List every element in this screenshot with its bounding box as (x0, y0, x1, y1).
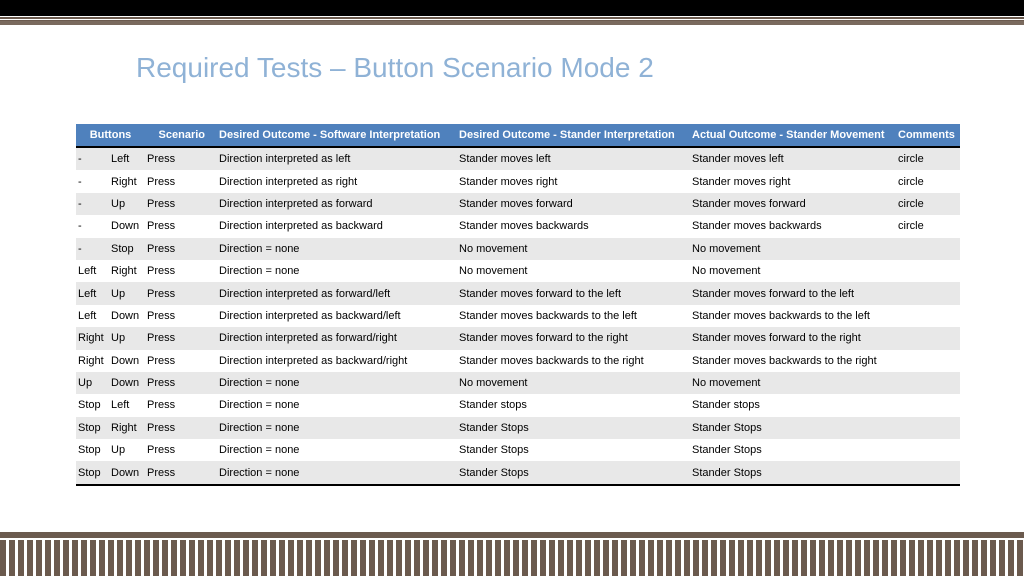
software-interpretation-cell: Direction interpreted as right (217, 170, 457, 192)
comments-cell (896, 417, 960, 439)
button-1-cell: Stop (76, 417, 109, 439)
comments-cell (896, 305, 960, 327)
software-interpretation-cell: Direction = none (217, 260, 457, 282)
actual-outcome-cell: Stander moves backwards to the left (690, 305, 896, 327)
button-2-cell: Left (109, 394, 145, 416)
button-2-cell: Stop (109, 238, 145, 260)
table-body (76, 147, 960, 485)
actual-outcome-cell: No movement (690, 238, 896, 260)
button-2-cell: Down (109, 215, 145, 237)
button-2-cell: Down (109, 461, 145, 484)
actual-outcome-cell: Stander stops (690, 394, 896, 416)
button-1-cell: - (76, 193, 109, 215)
stander-interpretation-cell: Stander moves backwards to the left (457, 305, 690, 327)
button-1-cell: Stop (76, 394, 109, 416)
comments-cell: circle (896, 193, 960, 215)
software-interpretation-cell: Direction = none (217, 417, 457, 439)
software-interpretation-cell: Direction interpreted as left (217, 147, 457, 170)
comments-cell: circle (896, 170, 960, 192)
software-interpretation-cell: Direction interpreted as forward/right (217, 327, 457, 349)
stander-interpretation-cell: Stander Stops (457, 461, 690, 484)
button-1-cell: Left (76, 260, 109, 282)
stander-interpretation-cell: No movement (457, 372, 690, 394)
button-1-cell: - (76, 147, 109, 170)
table-row (76, 305, 960, 327)
button-1-cell: Left (76, 305, 109, 327)
scenario-cell: Press (145, 372, 217, 394)
header-stander-interpretation: Desired Outcome - Stander Interpretation (457, 124, 690, 147)
actual-outcome-cell: Stander moves left (690, 147, 896, 170)
table-row (76, 147, 960, 170)
actual-outcome-cell: Stander Stops (690, 461, 896, 484)
actual-outcome-cell: Stander moves right (690, 170, 896, 192)
comments-cell (896, 238, 960, 260)
button-2-cell: Right (109, 170, 145, 192)
top-black-bar (0, 0, 1024, 16)
software-interpretation-cell: Direction interpreted as forward (217, 193, 457, 215)
scenario-cell: Press (145, 170, 217, 192)
table-row (76, 439, 960, 461)
header-comments: Comments (896, 124, 960, 147)
button-2-cell: Up (109, 327, 145, 349)
software-interpretation-cell: Direction = none (217, 238, 457, 260)
header-scenario: Scenario (145, 124, 217, 147)
header-software-interpretation: Desired Outcome - Software Interpretation (217, 124, 457, 147)
software-interpretation-cell: Direction = none (217, 372, 457, 394)
software-interpretation-cell: Direction = none (217, 461, 457, 484)
actual-outcome-cell: Stander moves forward (690, 193, 896, 215)
bottom-decorative-stripe (0, 540, 1024, 576)
slide-title: Required Tests – Button Scenario Mode 2 (136, 52, 654, 83)
button-2-cell: Up (109, 439, 145, 461)
scenario-cell: Press (145, 350, 217, 372)
table-row (76, 394, 960, 416)
button-2-cell: Down (109, 305, 145, 327)
button-1-cell: Left (76, 282, 109, 304)
table-row (76, 282, 960, 304)
scenario-cell: Press (145, 215, 217, 237)
stander-interpretation-cell: Stander stops (457, 394, 690, 416)
stander-interpretation-cell: No movement (457, 238, 690, 260)
scenario-cell: Press (145, 327, 217, 349)
software-interpretation-cell: Direction = none (217, 439, 457, 461)
stander-interpretation-cell: Stander moves forward to the right (457, 327, 690, 349)
actual-outcome-cell: Stander Stops (690, 417, 896, 439)
table-row (76, 170, 960, 192)
table-row (76, 350, 960, 372)
actual-outcome-cell: No movement (690, 260, 896, 282)
comments-cell: circle (896, 215, 960, 237)
button-2-cell: Left (109, 147, 145, 170)
scenario-cell: Press (145, 282, 217, 304)
software-interpretation-cell: Direction interpreted as backward/right (217, 350, 457, 372)
actual-outcome-cell: Stander moves forward to the right (690, 327, 896, 349)
button-2-cell: Up (109, 282, 145, 304)
comments-cell (896, 394, 960, 416)
table-row (76, 372, 960, 394)
comments-cell (896, 439, 960, 461)
comments-cell (896, 282, 960, 304)
comments-cell (896, 260, 960, 282)
table-row (76, 215, 960, 237)
actual-outcome-cell: Stander moves forward to the left (690, 282, 896, 304)
scenario-cell: Press (145, 147, 217, 170)
stander-interpretation-cell: Stander moves forward to the left (457, 282, 690, 304)
scenario-cell: Press (145, 394, 217, 416)
stander-interpretation-cell: Stander moves left (457, 147, 690, 170)
scenario-cell: Press (145, 305, 217, 327)
tests-table (76, 124, 960, 486)
scenario-cell: Press (145, 193, 217, 215)
stander-interpretation-cell: Stander moves backwards (457, 215, 690, 237)
button-1-cell: - (76, 170, 109, 192)
software-interpretation-cell: Direction = none (217, 394, 457, 416)
scenario-cell: Press (145, 238, 217, 260)
button-1-cell: Right (76, 350, 109, 372)
table-row (76, 461, 960, 484)
comments-cell (896, 350, 960, 372)
comments-cell (896, 327, 960, 349)
button-1-cell: Stop (76, 461, 109, 484)
table-row (76, 327, 960, 349)
software-interpretation-cell: Direction interpreted as forward/left (217, 282, 457, 304)
table-header-row (76, 124, 960, 147)
scenario-cell: Press (145, 260, 217, 282)
button-2-cell: Down (109, 350, 145, 372)
stander-interpretation-cell: Stander moves forward (457, 193, 690, 215)
scenario-cell: Press (145, 417, 217, 439)
scenario-cell: Press (145, 461, 217, 484)
header-actual-outcome: Actual Outcome - Stander Movement (690, 124, 896, 147)
comments-cell (896, 461, 960, 484)
software-interpretation-cell: Direction interpreted as backward/left (217, 305, 457, 327)
actual-outcome-cell: No movement (690, 372, 896, 394)
stander-interpretation-cell: Stander moves right (457, 170, 690, 192)
button-1-cell: Right (76, 327, 109, 349)
button-1-cell: - (76, 238, 109, 260)
button-2-cell: Down (109, 372, 145, 394)
stander-interpretation-cell: Stander moves backwards to the right (457, 350, 690, 372)
actual-outcome-cell: Stander moves backwards (690, 215, 896, 237)
button-1-cell: Up (76, 372, 109, 394)
button-1-cell: Stop (76, 439, 109, 461)
bottom-decorative-line (0, 532, 1024, 538)
button-2-cell: Right (109, 417, 145, 439)
button-2-cell: Up (109, 193, 145, 215)
stander-interpretation-cell: No movement (457, 260, 690, 282)
actual-outcome-cell: Stander Stops (690, 439, 896, 461)
table-row (76, 417, 960, 439)
header-buttons: Buttons (76, 124, 145, 147)
table-row (76, 193, 960, 215)
table-row (76, 238, 960, 260)
software-interpretation-cell: Direction interpreted as backward (217, 215, 457, 237)
stander-interpretation-cell: Stander Stops (457, 417, 690, 439)
stander-interpretation-cell: Stander Stops (457, 439, 690, 461)
top-decorative-line (0, 21, 1024, 25)
actual-outcome-cell: Stander moves backwards to the right (690, 350, 896, 372)
button-2-cell: Right (109, 260, 145, 282)
scenario-cell: Press (145, 439, 217, 461)
comments-cell (896, 372, 960, 394)
button-1-cell: - (76, 215, 109, 237)
table-row (76, 260, 960, 282)
comments-cell: circle (896, 147, 960, 170)
